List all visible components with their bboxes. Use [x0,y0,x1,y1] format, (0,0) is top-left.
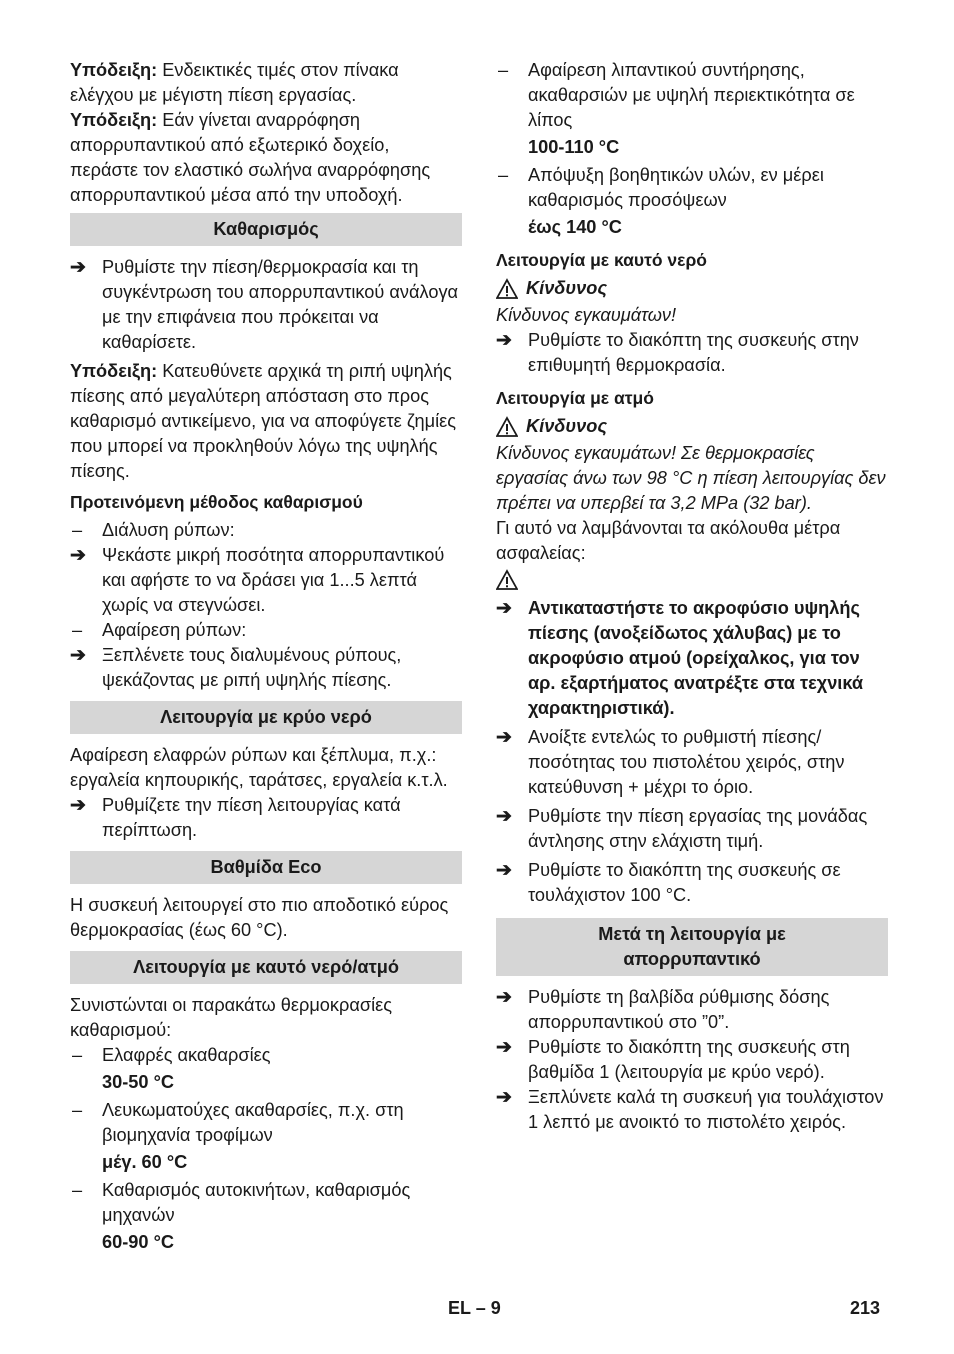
temperature-value: έως 140 °C [528,217,622,237]
note-label: Υπόδειξη: [70,60,158,80]
note-paragraph [70,359,462,484]
dash-text: Αφαίρεση ρύπων: [102,620,247,640]
arrow-right-icon: ➔ [496,727,512,748]
dash-marker: – [72,1100,83,1120]
step-item [496,985,888,1035]
warning-triangle-icon [496,569,518,591]
step-text: Ψεκάστε μικρή ποσότητα απορρυπαντικού και αφήστε το να δράσει για 1...5 λεπτά χωρίς να στεγνώσει. [102,545,445,615]
danger-line [496,276,888,301]
arrow-right-icon: ➔ [70,545,86,566]
language-code: EL [448,1298,471,1318]
dash-marker: – [498,165,509,185]
step-item [496,1035,888,1085]
arrow-right-icon: ➔ [496,598,512,619]
step-item [496,725,888,800]
dash-text: Καθαρισμός αυτοκινήτων, καθαρισμός μηχανών [102,1180,411,1225]
dash-marker: – [498,60,509,80]
step-text: Ρυθμίζετε την πίεση λειτουργίας κατά περίπτωση. [102,795,401,840]
danger-text: Κίνδυνος εγκαυμάτων! Σε θερμοκρασίες εργασίας άνω των 98 °C η πίεση λειτουργίας δεν πρέπει να υπερβεί τα 3,2 MPa (32 bar). [496,443,886,513]
note-paragraph [70,108,462,208]
temperature-value: 30-50 °C [102,1072,174,1092]
danger-label: Κίνδυνος [526,278,608,298]
step-text: Αντικαταστήστε το ακροφύσιο υψηλής πίεσης (ανοξείδωτος χάλυβας) με το ακροφύσιο ατμού (ορείχαλκος, για τον αρ. εξαρτήματος ανατρέξτε στα τεχνικά χαρακτηριστικά). [528,598,864,718]
subheading-steam: Λειτουργία με ατμό [496,388,654,408]
dash-item [70,1098,462,1148]
arrow-right-icon: ➔ [496,1037,512,1058]
step-text: Ανοίξτε εντελώς το ρυθμιστή πίεσης/ποσότητας του πιστολέτου χειρός, στην κατεύθυνση + μέχρι το όριο. [528,727,845,797]
temperature-value: μέγ. 60 °C [102,1152,188,1172]
arrow-right-icon: ➔ [496,330,512,351]
step-item [496,804,888,854]
dash-text: Απόψυξη βοηθητικών υλών, εν μέρει καθαρισμός προσόψεων [528,165,824,210]
body-paragraph: Γι αυτό να λαμβάνονται τα ακόλουθα μέτρα ασφαλείας: [496,518,841,563]
body-paragraph: Η συσκευή λειτουργεί στο πιο αποδοτικό εύρος θερμοκρασίας (έως 60 °C). [70,895,449,940]
dash-marker: – [72,520,83,540]
dash-item [496,58,888,133]
section-heading-cleaning: Καθαρισμός [70,213,462,246]
heading-line: Μετά τη λειτουργία με [598,924,786,944]
step-item [496,858,888,908]
section-page: – 9 [475,1298,501,1318]
step-item [496,1085,888,1135]
note-text: Εάν γίνεται αναρρόφηση απορρυπαντικού από εξωτερικό δοχείο, περάστε τον ελαστικό σωλήνα αναρρόφησης απορρυπαντικού μέσα από την υποδοχή. [70,110,431,205]
step-item [496,328,888,378]
arrow-right-icon: ➔ [496,1087,512,1108]
temperature-value: 60-90 °C [102,1232,174,1252]
step-item [496,596,888,721]
temperature-value: 100-110 °C [528,137,620,157]
page-number: 213 [850,1298,881,1318]
step-item [70,255,462,355]
dash-marker: – [72,1180,83,1200]
subheading-method: Προτεινόμενη μέθοδος καθαρισμού [70,492,363,512]
dash-item [496,163,888,213]
section-heading-hot-water: Λειτουργία με καυτό νερό/ατμό [70,951,462,984]
arrow-right-icon: ➔ [70,257,86,278]
step-item [70,543,462,618]
dash-text: Διάλυση ρύπων: [102,520,235,540]
dash-item [70,518,462,543]
step-text: Ξεπλένετε τους διαλυμένους ρύπους, ψεκάζοντας με ριπή υψηλής πίεσης. [102,645,402,690]
heading-line: απορρυπαντικό [623,949,761,969]
dash-text: Αφαίρεση λιπαντικού συντήρησης, ακαθαρσιών με υψηλή περιεκτικότητα σε λίπος [528,60,855,130]
step-text: Ρυθμίστε το διακόπτη της συσκευής στη βαθμίδα 1 (λειτουργία με κρύο νερό). [528,1037,850,1082]
step-item [70,793,462,843]
note-paragraph [70,58,462,108]
danger-label: Κίνδυνος [526,416,608,436]
note-text: Ενδεικτικές τιμές στον πίνακα ελέγχου με μέγιστη πίεση εργασίας. [70,60,399,105]
subheading-hot-water: Λειτουργία με καυτό νερό [496,250,707,270]
footer-language [448,1296,501,1321]
dash-item [70,618,462,643]
step-item [70,643,462,693]
dash-text: Λευκωματούχες ακαθαρσίες, π.χ. στη βιομηχανία τροφίμων [102,1100,404,1145]
arrow-right-icon: ➔ [70,795,86,816]
warning-triangle-icon [496,416,518,438]
section-heading-cold-water: Λειτουργία με κρύο νερό [70,701,462,734]
right-column [496,58,888,1135]
body-paragraph: Αφαίρεση ελαφρών ρύπων και ξέπλυμα, π.χ.: εργαλεία κηπουρικής, ταράτσες, εργαλεία κ.τ.λ. [70,745,448,790]
danger-line [496,569,888,591]
arrow-right-icon: ➔ [496,987,512,1008]
note-label: Υπόδειξη: [70,361,158,381]
dash-marker: – [72,1045,83,1065]
left-column [70,58,462,1258]
arrow-right-icon: ➔ [496,860,512,881]
step-text: Ρυθμίστε την πίεση εργασίας της μονάδας άντλησης στην ελάχιστη τιμή. [528,806,868,851]
arrow-right-icon: ➔ [496,806,512,827]
danger-line [496,414,888,439]
step-text: Ρυθμίστε το διακόπτη της συσκευής στην επιθυμητή θερμοκρασία. [528,330,859,375]
step-text: Ρυθμίστε τη βαλβίδα ρύθμισης δόσης απορρυπαντικού στο ”0”. [528,987,830,1032]
body-paragraph: Συνιστώνται οι παρακάτω θερμοκρασίες καθαρισμού: [70,995,393,1040]
arrow-right-icon: ➔ [70,645,86,666]
step-text: Ρυθμίστε την πίεση/θερμοκρασία και τη συγκέντρωση του απορρυπαντικού ανάλογα με την επιφάνεια που πρόκειται να καθαρίσετε. [102,257,459,352]
dash-marker: – [72,620,83,640]
dash-item [70,1178,462,1228]
dash-item [70,1043,462,1068]
note-label: Υπόδειξη: [70,110,158,130]
section-heading-eco: Βαθμίδα Eco [70,851,462,884]
note-text: Κατευθύνετε αρχικά τη ριπή υψηλής πίεσης από μεγαλύτερη απόσταση στο προς καθαρισμό αντικείμενο, για να αποφύγετε ζημίες που μπορεί να προκληθούν λόγω της υψηλής πίεσης. [70,361,457,481]
section-heading-after-detergent [496,918,888,976]
danger-text: Κίνδυνος εγκαυμάτων! [496,305,677,325]
step-text: Ξεπλύνετε καλά τη συσκευή για τουλάχιστον 1 λεπτό με ανοικτό το πιστολέτο χειρός. [528,1087,884,1132]
warning-triangle-icon [496,278,518,300]
dash-text: Ελαφρές ακαθαρσίες [102,1045,271,1065]
step-text: Ρυθμίστε το διακόπτη της συσκευής σε τουλάχιστον 100 °C. [528,860,841,905]
